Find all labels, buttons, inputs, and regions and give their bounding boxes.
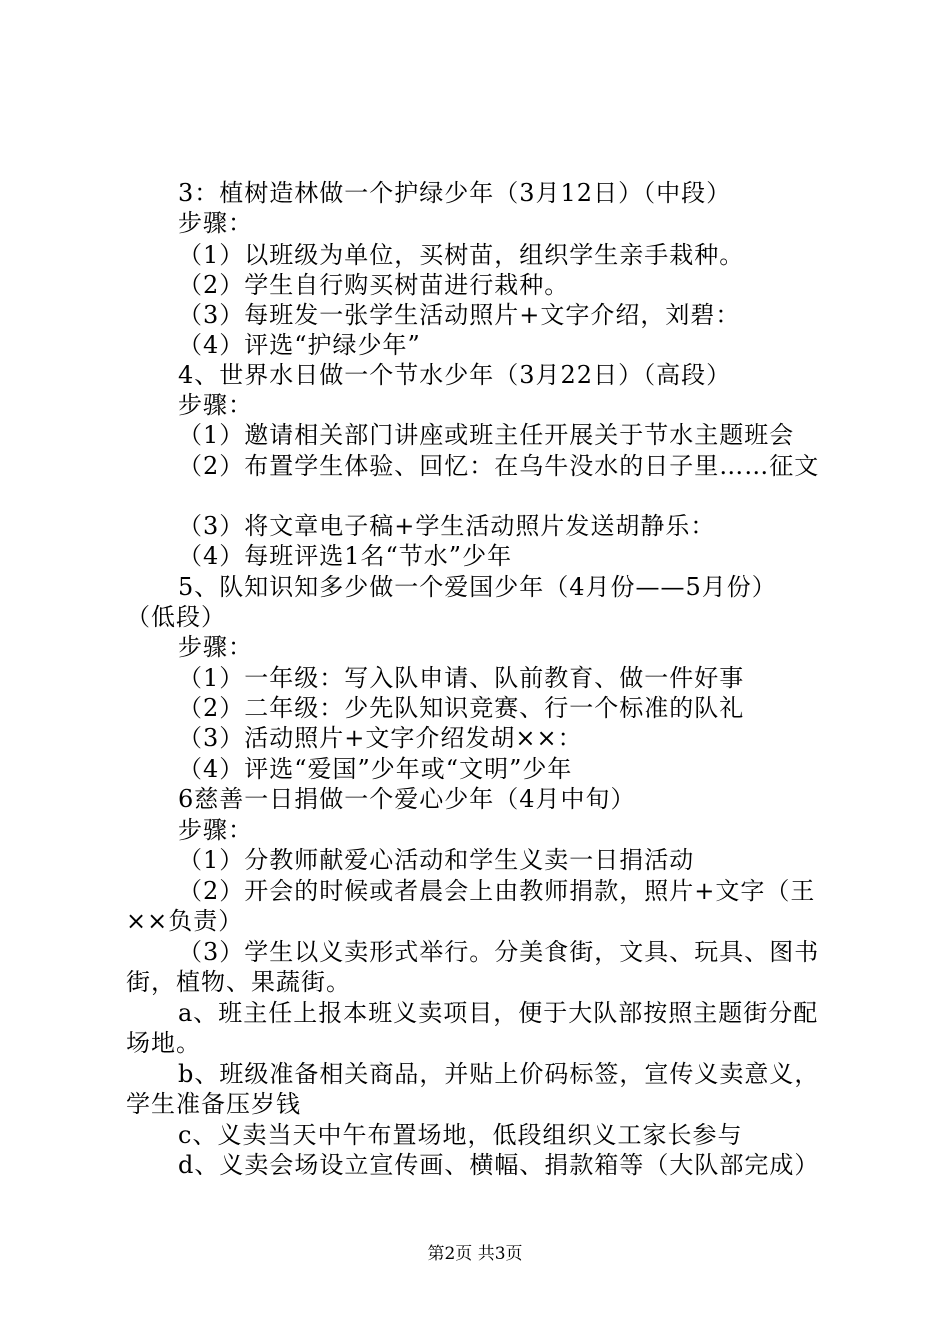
steps-label: 步骤： — [178, 391, 253, 419]
step-item: （1）一年级：写入队申请、队前教育、做一件好事 — [178, 664, 745, 692]
steps-label: 步骤： — [178, 633, 253, 661]
step-item-continued: ××负责） — [126, 907, 244, 935]
sub-item-b-continued: 学生准备压岁钱 — [126, 1090, 301, 1118]
step-item: （2）布置学生体验、回忆：在乌牛没水的日子里……征文 — [178, 452, 820, 480]
sub-item-c: c、义卖当天中午布置场地，低段组织义工家长参与 — [178, 1121, 743, 1149]
section-5-heading: 5、队知识知多少做一个爱国少年（4月份——5月份） — [178, 573, 777, 601]
step-item: （4）评选“爱国”少年或“文明”少年 — [178, 755, 573, 783]
sub-item-b: b、班级准备相关商品，并贴上价码标签，宣传义卖意义， — [178, 1060, 820, 1088]
step-item: （1）分教师献爱心活动和学生义卖一日捐活动 — [178, 846, 695, 874]
section-3-heading: 3：植树造林做一个护绿少年（3月12日）（中段） — [178, 179, 732, 207]
step-item: （3）活动照片+文字介绍发胡××： — [178, 724, 583, 752]
sub-item-d: d、义卖会场设立宣传画、横幅、捐款箱等（大队部完成） — [178, 1151, 820, 1179]
step-item: （3）每班发一张学生活动照片+文字介绍，刘碧： — [178, 301, 741, 329]
page-number-footer: 第2页 共3页 — [427, 1244, 523, 1264]
step-item: （3）学生以义卖形式举行。分美食街，文具、玩具、图书 — [178, 938, 820, 966]
sub-item-a: a、班主任上报本班义卖项目，便于大队部按照主题街分配 — [178, 999, 819, 1027]
step-item: （1）以班级为单位，买树苗，组织学生亲手栽种。 — [178, 241, 745, 269]
steps-label: 步骤： — [178, 816, 253, 844]
step-item: （2）学生自行购买树苗进行栽种。 — [178, 271, 570, 299]
step-item: （4）每班评选1名“节水”少年 — [178, 542, 513, 570]
section-5-heading-continued: （低段） — [126, 603, 226, 631]
step-item-continued: 街，植物、果蔬街。 — [126, 968, 351, 996]
section-6-heading: 6慈善一日捐做一个爱心少年（4月中旬） — [178, 785, 636, 813]
step-item: （2）二年级：少先队知识竞赛、行一个标准的队礼 — [178, 694, 745, 722]
step-item: （4）评选“护绿少年” — [178, 331, 421, 359]
steps-label: 步骤： — [178, 209, 253, 237]
section-4-heading: 4、世界水日做一个节水少年（3月22日）（高段） — [178, 361, 732, 389]
step-item: （1）邀请相关部门讲座或班主任开展关于节水主题班会 — [178, 421, 795, 449]
sub-item-a-continued: 场地。 — [126, 1029, 201, 1057]
step-item: （3）将文章电子稿+学生活动照片发送胡静乐： — [178, 512, 716, 540]
step-item: （2）开会的时候或者晨会上由教师捐款，照片+文字（王 — [178, 877, 816, 905]
